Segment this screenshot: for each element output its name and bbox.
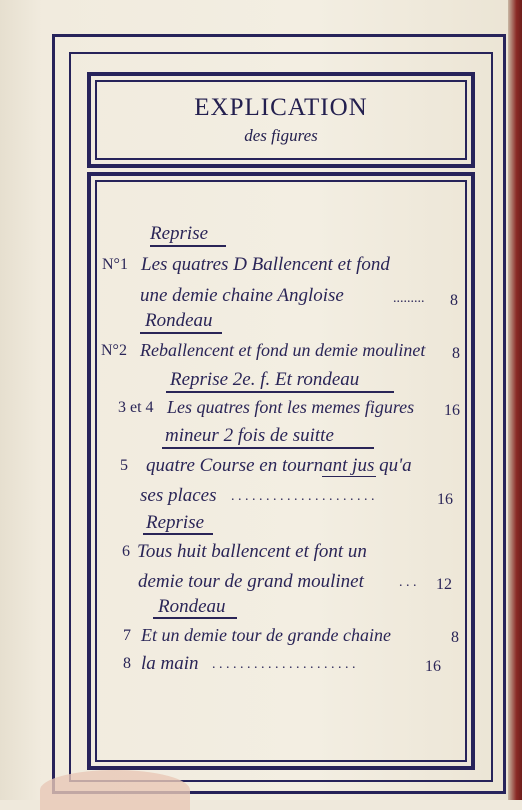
entry-number: 8 bbox=[123, 655, 131, 672]
section-heading: Reprise bbox=[150, 223, 209, 244]
entry-number: 6 bbox=[122, 543, 130, 560]
heading-underline bbox=[166, 391, 394, 393]
heading-underline bbox=[150, 245, 226, 247]
page-title: EXPLICATION bbox=[194, 94, 368, 121]
section-heading: Rondeau bbox=[145, 310, 213, 331]
heading-underline bbox=[140, 332, 222, 334]
entry-text: demie tour de grand moulinet bbox=[138, 571, 364, 592]
heading-underline bbox=[153, 617, 237, 619]
text-underline bbox=[322, 476, 376, 477]
entry-text: Les quatres D Ballencent et fond bbox=[141, 254, 390, 275]
entry-page: 8 bbox=[452, 345, 460, 362]
entry-text: mineur 2 fois de suitte bbox=[165, 425, 334, 446]
entry-number: 5 bbox=[120, 457, 128, 474]
entry-text: Reballencent et fond un demie moulinet bbox=[140, 340, 426, 360]
entry-page: 16 bbox=[437, 491, 453, 508]
heading-underline bbox=[162, 447, 374, 449]
entry-page: 12 bbox=[436, 576, 452, 593]
entry-page: 8 bbox=[451, 629, 459, 646]
entry-page: 16 bbox=[425, 658, 441, 675]
dot-leader: ......... bbox=[393, 291, 425, 306]
dot-leader: . . . . . . . . . . . . . . . . . . . . . bbox=[212, 657, 356, 672]
entry-page: 16 bbox=[444, 402, 460, 419]
entry-text: la main bbox=[141, 653, 199, 674]
entry-text: ses places bbox=[140, 485, 217, 506]
entry-text: une demie chaine Angloise bbox=[140, 285, 344, 306]
entry-number: 3 et 4 bbox=[118, 399, 154, 416]
entry-page: 8 bbox=[450, 292, 458, 309]
entry-number: N°1 bbox=[102, 256, 128, 273]
entry-text: quatre Course en tournant jus qu'a bbox=[146, 455, 412, 476]
heading-underline bbox=[143, 533, 213, 535]
entry-text: Et un demie tour de grande chaine bbox=[141, 625, 391, 645]
dot-leader: . . . bbox=[399, 575, 417, 590]
dot-leader: . . . . . . . . . . . . . . . . . . . . . bbox=[231, 489, 375, 504]
finger-shadow bbox=[40, 770, 190, 810]
section-heading: Reprise 2e. f. Et rondeau bbox=[170, 369, 360, 390]
entry-number: N°2 bbox=[101, 342, 127, 359]
section-heading: Rondeau bbox=[158, 596, 226, 617]
entry-text: Les quatres font les memes figures bbox=[167, 397, 415, 417]
entry-text: Tous huit ballencent et font un bbox=[137, 541, 367, 562]
page-subtitle: des figures bbox=[244, 126, 318, 145]
section-heading: Reprise bbox=[146, 512, 205, 533]
book-edge bbox=[508, 0, 522, 800]
entry-number: 7 bbox=[123, 627, 131, 644]
